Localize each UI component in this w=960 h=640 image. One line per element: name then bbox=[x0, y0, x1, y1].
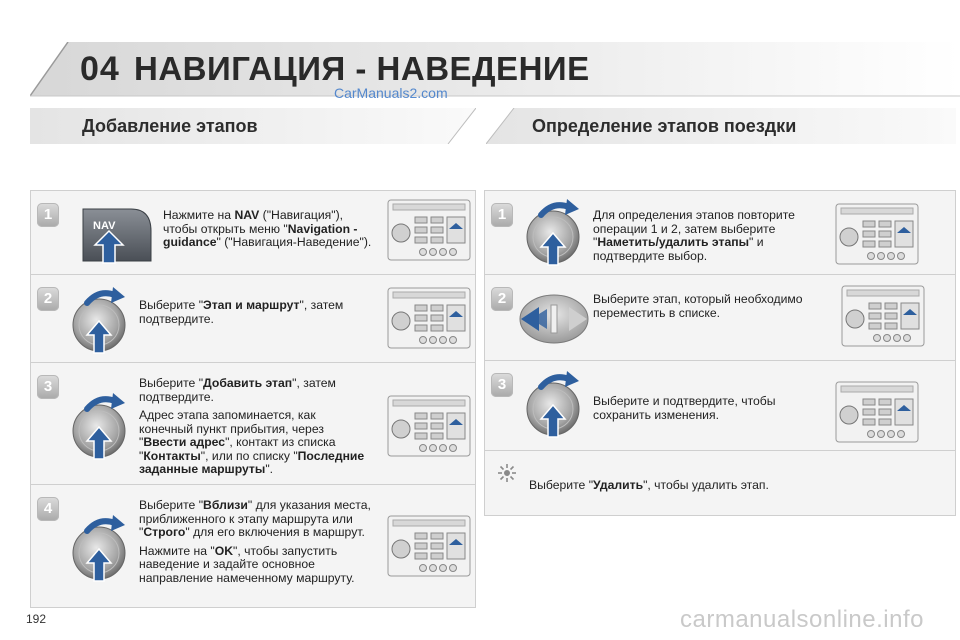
left-step-3-text bbox=[139, 377, 365, 482]
right-step-3 bbox=[485, 361, 955, 451]
page-number: 192 bbox=[26, 612, 47, 626]
left-right-arrows-icon bbox=[517, 291, 591, 347]
step-number-badge: 2 bbox=[491, 287, 513, 311]
right-tip bbox=[485, 451, 955, 515]
instruction-paragraph: Выберите "Удалить", чтобы удалить этап. bbox=[529, 478, 769, 492]
instruction-paragraph: Выберите этап, который необходимо переместить в списке. bbox=[593, 292, 803, 320]
right-step-1 bbox=[485, 191, 955, 275]
nav-button-label: NAV bbox=[93, 220, 116, 232]
step-number-badge: 1 bbox=[491, 203, 513, 227]
emphasis-term: NAV bbox=[234, 208, 260, 222]
watermark-top: CarManuals2.com bbox=[334, 85, 448, 101]
right-step-2 bbox=[485, 275, 955, 361]
right-step-1-text bbox=[593, 209, 823, 268]
step-number-badge: 3 bbox=[37, 375, 59, 399]
rotary-knob-icon bbox=[523, 197, 587, 272]
emphasis-term: Navigation - guidance bbox=[163, 221, 358, 249]
nav-button-icon bbox=[73, 201, 153, 271]
left-step-1-text bbox=[163, 209, 375, 255]
left-step-1 bbox=[31, 191, 475, 275]
left-section-title: Добавление этапов bbox=[82, 116, 258, 136]
left-steps-panel bbox=[30, 190, 476, 608]
right-steps-panel bbox=[484, 190, 956, 516]
emphasis-term: Вблизи bbox=[203, 498, 248, 512]
right-tip-text bbox=[529, 479, 929, 498]
left-section-header bbox=[30, 108, 476, 144]
left-step-3 bbox=[31, 363, 475, 485]
emphasis-term: Добавить этап bbox=[203, 376, 293, 390]
instruction-paragraph: Выберите "Добавить этап", затем подтвердите. bbox=[139, 376, 336, 404]
rotary-knob-icon bbox=[69, 391, 133, 466]
instruction-paragraph: Выберите и подтвердите, чтобы сохранить изменения. bbox=[593, 394, 776, 422]
rotary-knob-icon bbox=[69, 285, 133, 360]
radio-panel-icon bbox=[387, 395, 471, 462]
rotary-knob-icon bbox=[69, 513, 133, 588]
instruction-paragraph: Адрес этапа запоминается, как конечный пункт прибытия, через "Ввести адрес", контакт из списка "Контакты", или по списку "Последние заданные маршруты". bbox=[139, 408, 365, 476]
left-step-4-text bbox=[139, 499, 375, 590]
instruction-paragraph: Выберите "Вблизи" для указания места, приближенного к этапу маршрута или "Строго" для его включения в маршрут. bbox=[139, 498, 371, 539]
emphasis-term: OK bbox=[214, 543, 234, 558]
emphasis-term: Последние заданные маршруты bbox=[139, 448, 365, 476]
right-section-title: Определение этапов поездки bbox=[532, 116, 797, 136]
step-number-badge: 2 bbox=[37, 287, 59, 311]
right-section-header bbox=[486, 108, 956, 144]
left-step-2 bbox=[31, 275, 475, 363]
emphasis-term: Строго bbox=[143, 525, 186, 539]
radio-panel-icon bbox=[387, 199, 471, 266]
chapter-title: НАВИГАЦИЯ - НАВЕДЕНИЕ bbox=[134, 50, 590, 87]
step-number-badge: 4 bbox=[37, 497, 59, 521]
step-number-badge: 3 bbox=[491, 373, 513, 397]
right-step-2-text bbox=[593, 293, 829, 325]
chapter-number: 04 bbox=[80, 50, 120, 88]
rotary-knob-icon bbox=[523, 369, 587, 444]
radio-panel-icon bbox=[387, 515, 471, 582]
emphasis-term: Наметить/удалить этапы bbox=[597, 235, 750, 249]
watermark-bottom: carmanualsonline.info bbox=[680, 606, 924, 633]
instruction-paragraph: Нажмите на NAV ("Навигация"), чтобы открыть меню "Navigation - guidance" ("Навигация-Наведение"). bbox=[163, 208, 372, 249]
left-step-2-text bbox=[139, 299, 365, 331]
radio-panel-icon bbox=[835, 381, 919, 448]
emphasis-term: Этап и маршрут bbox=[203, 298, 300, 312]
step-number-badge: 1 bbox=[37, 203, 59, 227]
right-step-3-text bbox=[593, 395, 823, 427]
tip-sparkle-icon bbox=[497, 463, 517, 483]
radio-panel-icon bbox=[835, 203, 919, 270]
radio-panel-icon bbox=[387, 287, 471, 354]
emphasis-term: Контакты bbox=[143, 448, 201, 463]
left-step-4 bbox=[31, 485, 475, 607]
instruction-paragraph: Выберите "Этап и маршрут", затем подтвердите. bbox=[139, 298, 344, 326]
instruction-paragraph: Нажмите на "OK", чтобы запустить наведение и задайте основное направление намеченному маршруту. bbox=[139, 543, 355, 585]
instruction-paragraph: Для определения этапов повторите операции 1 и 2, затем выберите "Наметить/удалить этапы" и подтвердите выбор. bbox=[593, 208, 795, 263]
emphasis-term: Ввести адрес bbox=[143, 435, 226, 449]
emphasis-term: Удалить bbox=[593, 478, 644, 492]
radio-panel-icon bbox=[841, 285, 925, 352]
